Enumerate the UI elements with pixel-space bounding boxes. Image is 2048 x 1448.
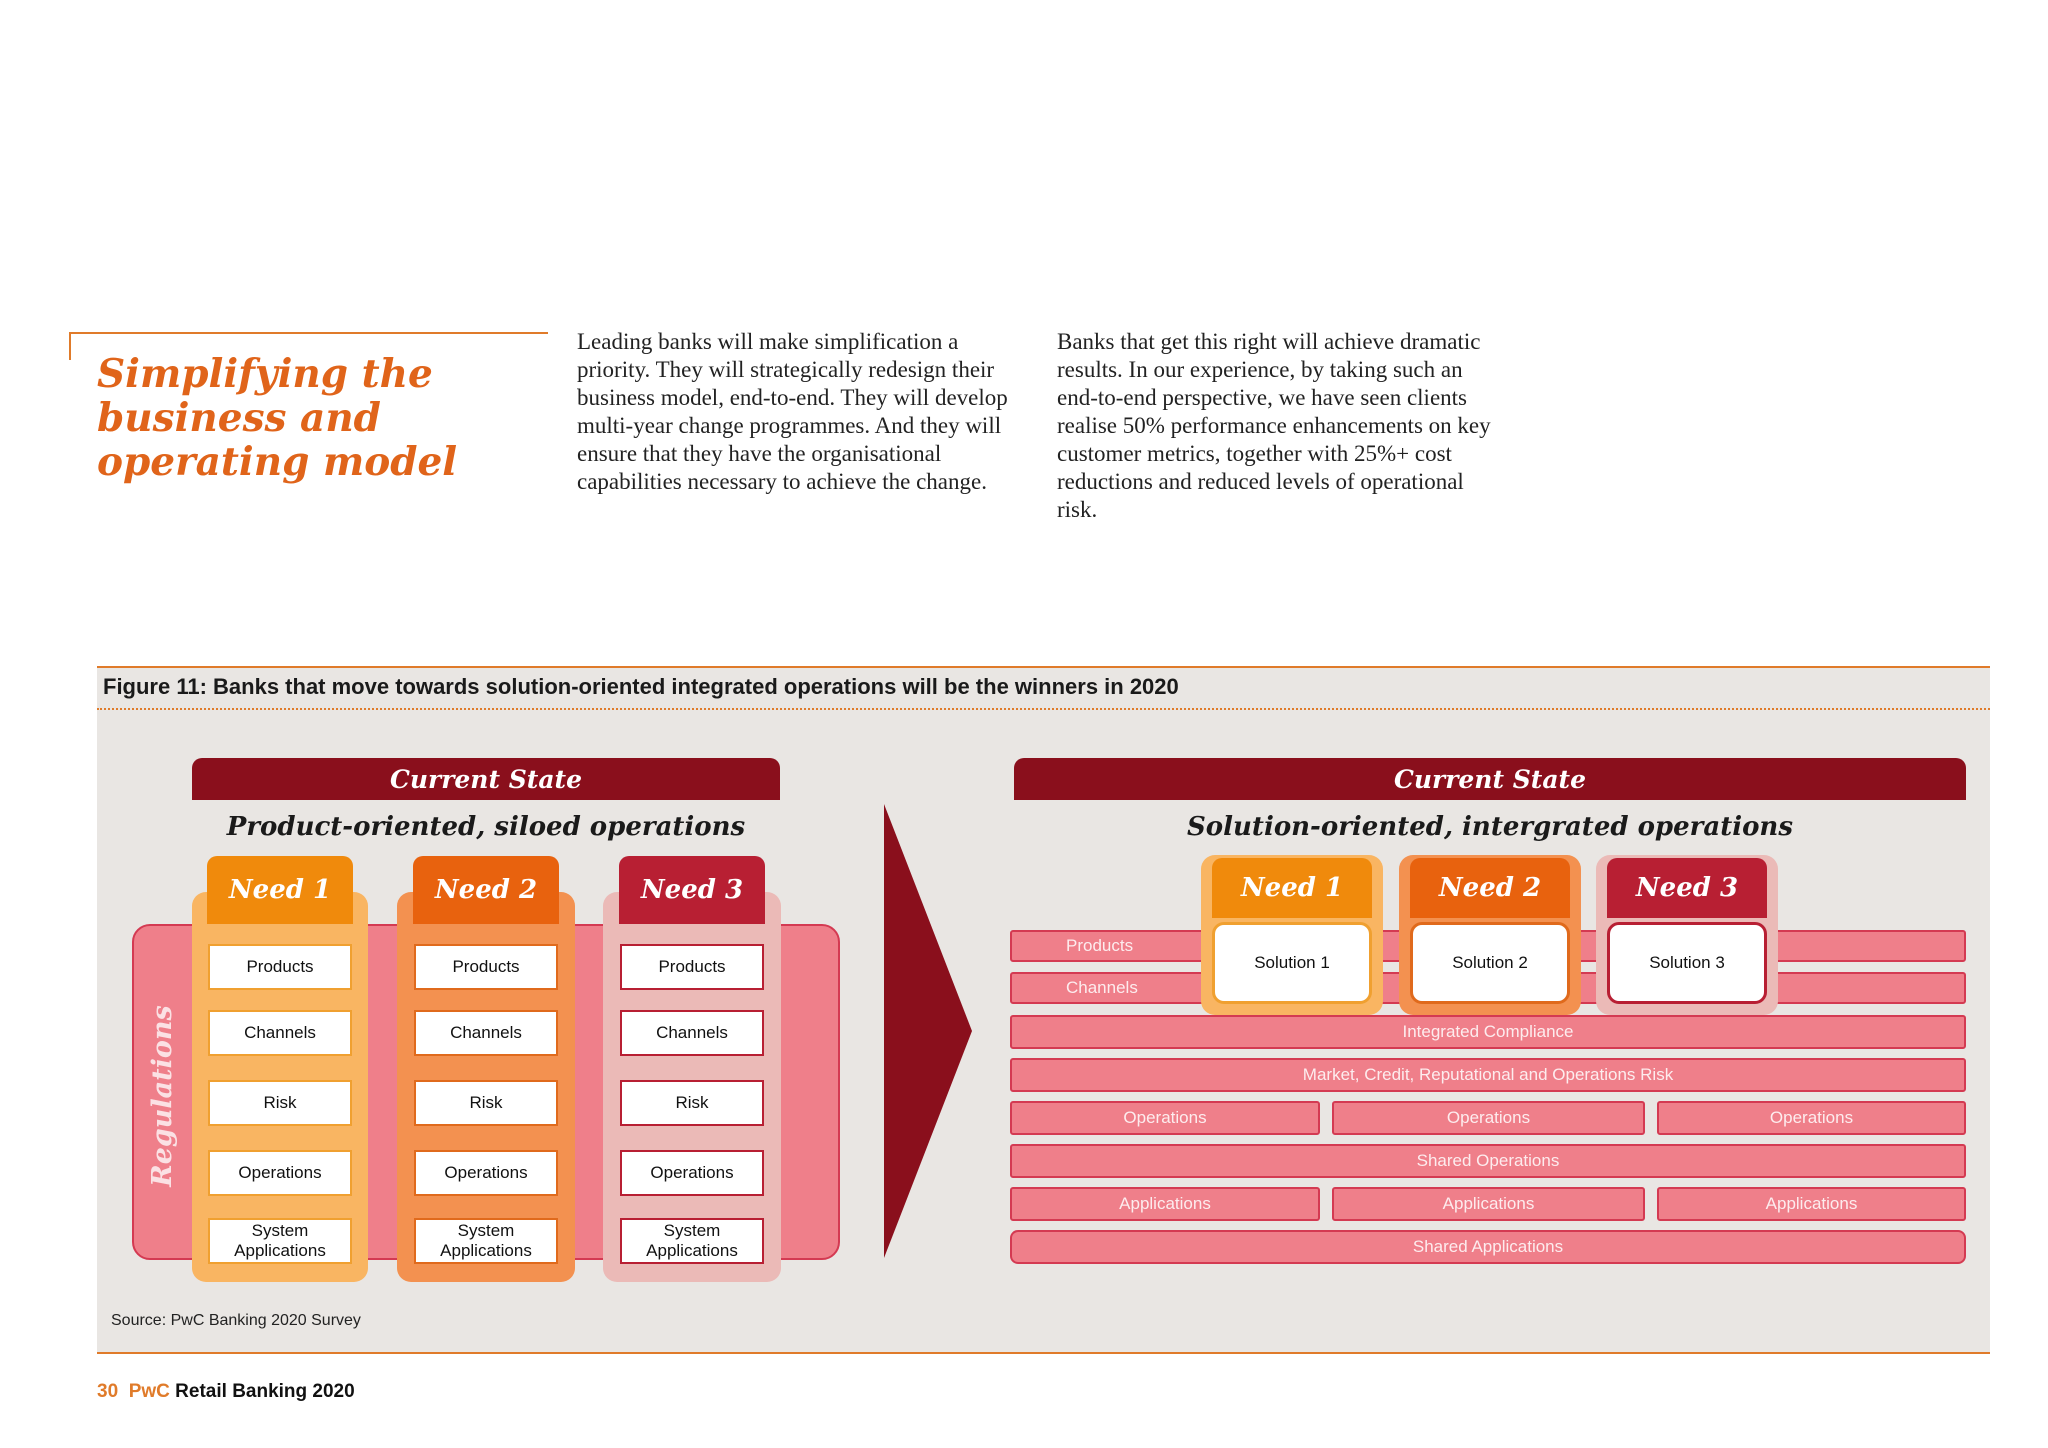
need-2-risk-cell: Risk: [414, 1080, 558, 1126]
operations-bar-2: Operations: [1332, 1101, 1645, 1135]
heading-bracket-left: [69, 332, 71, 360]
right-state-bar: Current State: [1014, 758, 1966, 800]
need-2-operations-cell: Operations: [414, 1150, 558, 1196]
integrated-compliance-bar: Integrated Compliance: [1010, 1015, 1966, 1049]
section-heading: Simplifying the business and operating model: [97, 351, 458, 485]
applications-bar-2: Applications: [1332, 1187, 1645, 1221]
need-3-channels-cell: Channels: [620, 1010, 764, 1056]
need-1-risk-cell: Risk: [208, 1080, 352, 1126]
need-3-operations-cell: Operations: [620, 1150, 764, 1196]
shared-applications-bar: Shared Applications: [1010, 1230, 1966, 1264]
need-3-risk-cell: Risk: [620, 1080, 764, 1126]
footer-brand: PwC: [128, 1381, 170, 1402]
solution-2-box: Solution 2: [1410, 922, 1570, 1004]
solution-3-box: Solution 3: [1607, 922, 1767, 1004]
need-1-tab: Need 1: [207, 856, 353, 924]
solution-1-box: Solution 1: [1212, 922, 1372, 1004]
figure-title: Figure 11: Banks that move towards solution-oriented integrated operations will be the winners in 2020: [103, 674, 1179, 699]
products-bar: Products: [1010, 930, 1966, 962]
need-1-channels-cell: Channels: [208, 1010, 352, 1056]
risk-bar: Market, Credit, Reputational and Operations Risk: [1010, 1058, 1966, 1092]
footer-title: Retail Banking 2020: [175, 1381, 355, 1402]
left-subtitle: Product-oriented, siloed operations: [226, 812, 746, 842]
need-2-products-cell: Products: [414, 944, 558, 990]
need-1-system-applications-cell: System Applications: [208, 1218, 352, 1264]
need-2-channels-cell: Channels: [414, 1010, 558, 1056]
need-1-operations-cell: Operations: [208, 1150, 352, 1196]
applications-bar-1: Applications: [1010, 1187, 1320, 1221]
page-footer: [97, 1381, 355, 1403]
regulations-label: Regulations: [146, 1005, 178, 1187]
left-state-bar: Current State: [192, 758, 780, 800]
figure-title-divider: [97, 708, 1990, 710]
need-2-system-applications-cell: System Applications: [414, 1218, 558, 1264]
right-need-3-tab: Need 3: [1607, 858, 1767, 918]
heading-bracket-top: [69, 332, 548, 334]
operations-bar-1: Operations: [1010, 1101, 1320, 1135]
need-1-products-cell: Products: [208, 944, 352, 990]
figure-source: Source: PwC Banking 2020 Survey: [111, 1312, 361, 1329]
paragraph-2: Banks that get this right will achieve dramatic results. In our experience, by taking such an end-to-end perspective, we have seen clients realise 50% performance enhancements on key customer metrics, together with 25%+ cost reductions and reduced levels of operational risk.: [1057, 329, 1491, 522]
paragraph-1: Leading banks will make simplification a priority. They will strategically redesign their business model, end-to-end. They will develop multi-year change programmes. And they will ensure that they have the organisational capabilities necessary to achieve the change.: [577, 329, 1008, 494]
need-3-products-cell: Products: [620, 944, 764, 990]
page-number: 30: [97, 1381, 119, 1402]
right-need-2-tab: Need 2: [1410, 858, 1570, 918]
shared-operations-bar: Shared Operations: [1010, 1144, 1966, 1178]
need-3-tab: Need 3: [619, 856, 765, 924]
need-2-tab: Need 2: [413, 856, 559, 924]
applications-bar-3: Applications: [1657, 1187, 1966, 1221]
need-3-system-applications-cell: System Applications: [620, 1218, 764, 1264]
operations-bar-3: Operations: [1657, 1101, 1966, 1135]
transition-arrow-icon: [874, 796, 974, 1266]
channels-bar: Channels: [1010, 972, 1966, 1004]
right-need-1-tab: Need 1: [1212, 858, 1372, 918]
right-subtitle: Solution-oriented, intergrated operations: [1187, 812, 1793, 842]
